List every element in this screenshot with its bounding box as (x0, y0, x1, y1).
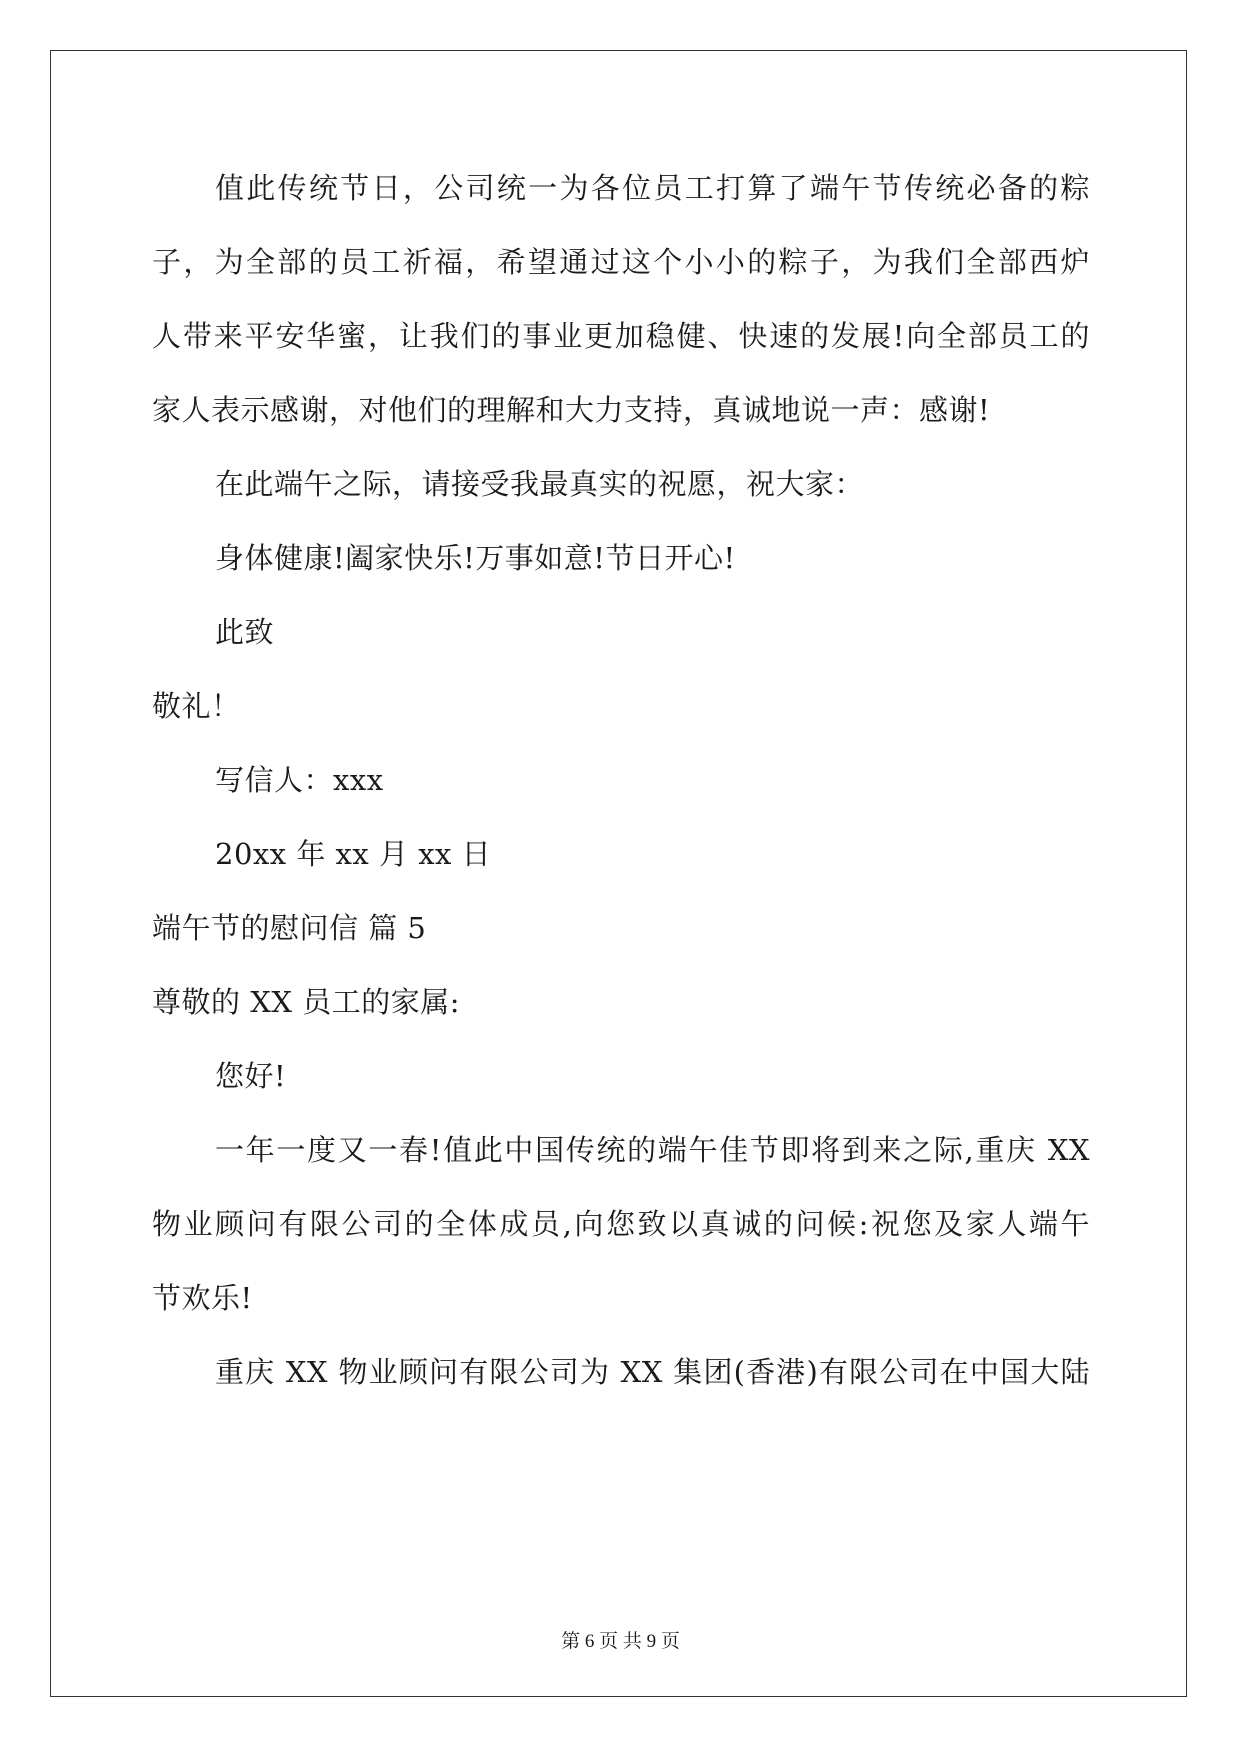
section-heading: 端午节的慰问信 篇 5 (152, 911, 427, 945)
page-border (50, 50, 1187, 1697)
salutation: 尊敬的 XX 员工的家属: (152, 985, 460, 1019)
paragraph-line: 在此端午之际，请接受我最真实的祝愿，祝大家： (215, 467, 865, 501)
paragraph-line: 身体健康!阖家快乐!万事如意!节日开心! (215, 541, 736, 575)
paragraph-line: 物业顾问有限公司的全体成员,向您致以真诚的问候:祝您及家人端午 (152, 1207, 1090, 1241)
paragraph-line: 人带来平安华蜜，让我们的事业更加稳健、快速的发展!向全部员工的 (152, 319, 1090, 353)
page-number: 第 6 页 共 9 页 (561, 1631, 680, 1652)
closing-phrase: 此致 (215, 615, 275, 649)
greeting: 您好! (215, 1059, 287, 1093)
paragraph-line: 重庆 XX 物业顾问有限公司为 XX 集团(香港)有限公司在中国大陆 (215, 1355, 1090, 1389)
paragraph-line: 一年一度又一春!值此中国传统的端午佳节即将到来之际,重庆 XX (215, 1133, 1090, 1167)
paragraph-line: 节欢乐! (152, 1281, 253, 1315)
signature-line: 写信人：xxx (215, 763, 384, 797)
closing-salute: 敬礼！ (152, 689, 241, 723)
paragraph-line: 值此传统节日，公司统一为各位员工打算了端午节传统必备的粽 (215, 171, 1090, 205)
paragraph-line: 子，为全部的员工祈福，希望通过这个小小的粽子，为我们全部西炉 (152, 245, 1090, 279)
paragraph-line: 家人表示感谢，对他们的理解和大力支持，真诚地说一声：感谢! (152, 393, 991, 427)
date-line: 20xx 年 xx 月 xx 日 (215, 837, 492, 871)
